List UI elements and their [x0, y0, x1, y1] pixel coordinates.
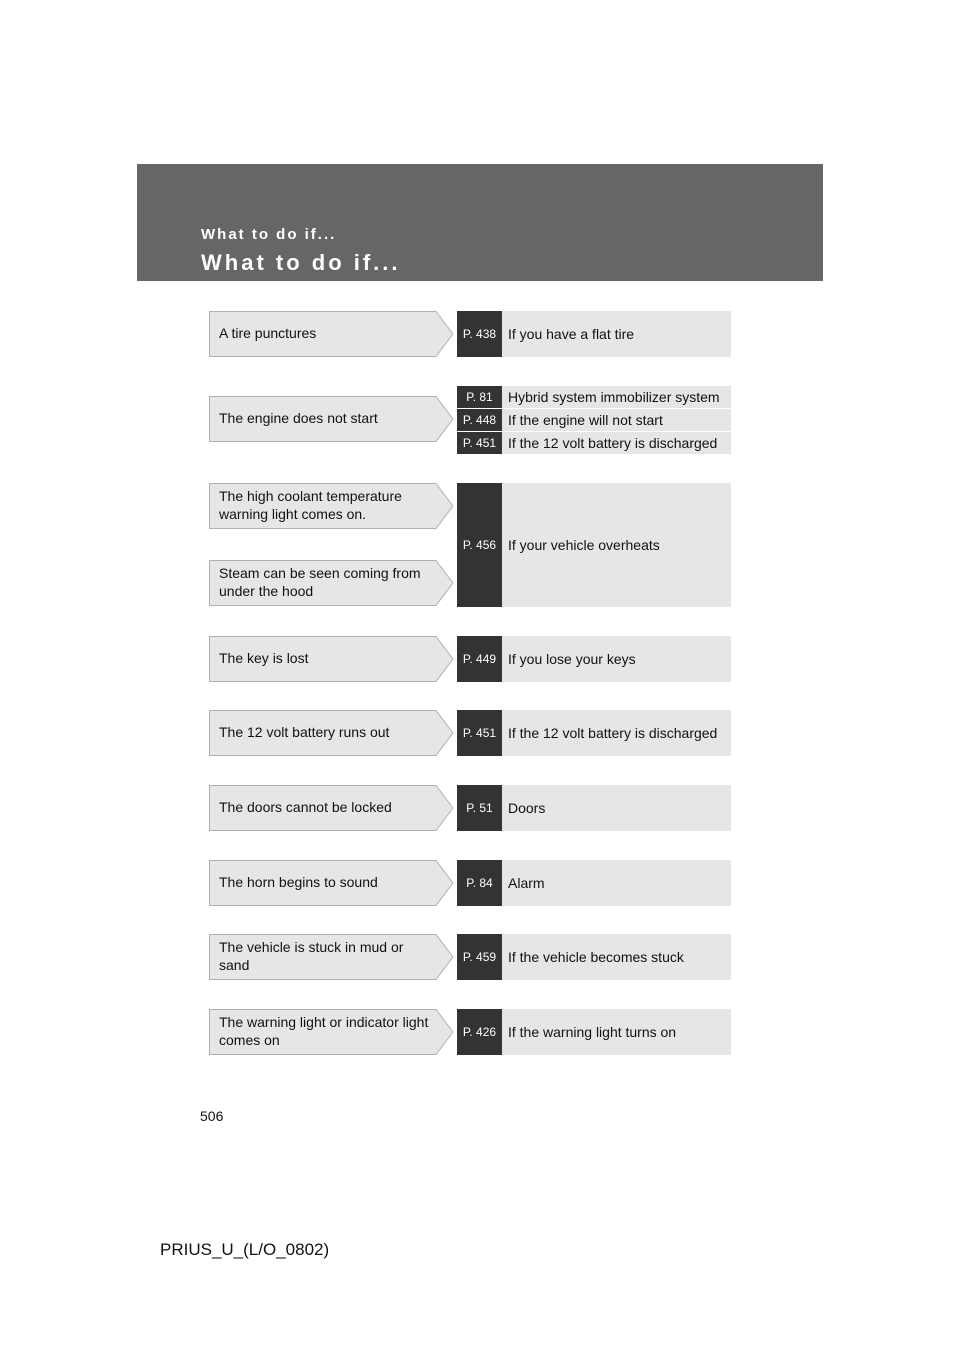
page-number: 506	[200, 1108, 224, 1124]
problem-box	[209, 860, 454, 906]
problem-text: The horn begins to sound	[219, 874, 378, 890]
reference-description: If you have a flat tire	[502, 311, 731, 357]
problem-box	[209, 785, 454, 831]
problem-box	[209, 710, 454, 756]
problem-text: A tire punctures	[219, 325, 317, 341]
page-reference-badge[interactable]: P. 81	[457, 386, 502, 408]
problem-box	[209, 560, 454, 606]
page-reference-badge[interactable]: P. 449	[457, 636, 502, 682]
reference-description: Hybrid system immobilizer system	[502, 386, 731, 408]
problem-text: The vehicle is stuck in mud or sand	[219, 939, 404, 973]
problem-box	[209, 934, 454, 980]
reference-description: If the vehicle becomes stuck	[502, 934, 731, 980]
section-label: What to do if...	[201, 226, 337, 243]
page-title: What to do if...	[201, 250, 401, 275]
reference-description: If your vehicle overheats	[502, 483, 731, 607]
reference-description: Doors	[502, 785, 731, 831]
problem-box	[209, 311, 454, 357]
page-reference-badge[interactable]: P. 448	[457, 409, 502, 431]
page-reference-badge[interactable]: P. 438	[457, 311, 502, 357]
reference-description: If the 12 volt battery is discharged	[502, 432, 731, 454]
reference-description: If the engine will not start	[502, 409, 731, 431]
section-header	[137, 164, 823, 281]
problem-text: Steam can be seen coming from under the hood	[219, 565, 421, 599]
problem-text: The high coolant temperature warning light comes on.	[219, 488, 402, 522]
page-reference-badge[interactable]: P. 451	[457, 432, 502, 454]
page-reference-badge[interactable]: P. 456	[457, 483, 502, 607]
page-reference-badge[interactable]: P. 51	[457, 785, 502, 831]
problem-box	[209, 483, 454, 529]
problem-box	[209, 636, 454, 682]
page-reference-badge[interactable]: P. 459	[457, 934, 502, 980]
problem-box	[209, 1009, 454, 1055]
page-reference-badge[interactable]: P. 426	[457, 1009, 502, 1055]
reference-description: If the warning light turns on	[502, 1009, 731, 1055]
page-reference-badge[interactable]: P. 451	[457, 710, 502, 756]
document-code: PRIUS_U_(L/O_0802)	[160, 1240, 330, 1259]
problem-text: The key is lost	[219, 650, 309, 666]
problem-box	[209, 396, 454, 442]
problem-text: The warning light or indicator light comes on	[219, 1014, 429, 1048]
problem-text: The doors cannot be locked	[219, 799, 392, 815]
problem-text: The engine does not start	[219, 410, 378, 426]
reference-description: If the 12 volt battery is discharged	[502, 710, 731, 756]
problem-text: The 12 volt battery runs out	[219, 724, 390, 740]
reference-description: If you lose your keys	[502, 636, 731, 682]
page-reference-badge[interactable]: P. 84	[457, 860, 502, 906]
reference-description: Alarm	[502, 860, 731, 906]
